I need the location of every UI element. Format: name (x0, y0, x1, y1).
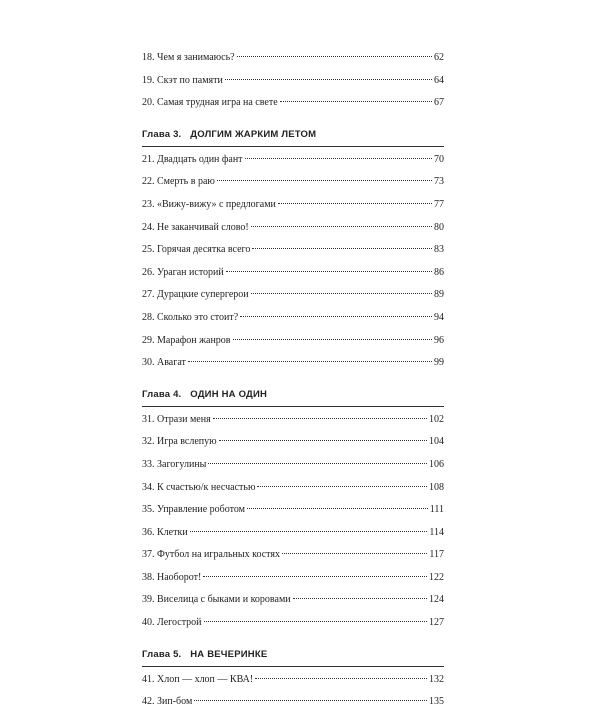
chapter-title: ДОЛГИМ ЖАРКИМ ЛЕТОМ (190, 128, 317, 140)
dot-leader (293, 598, 427, 599)
chapter-heading (142, 644, 444, 667)
entry-title: 19. Скэт по памяти (142, 74, 223, 86)
entry-title: 32. Игра вслепую (142, 436, 217, 448)
toc-entry (142, 454, 444, 477)
entry-page: 111 (429, 504, 444, 516)
dot-leader (278, 203, 432, 204)
entry-page: 114 (429, 526, 444, 538)
chapter-5 (142, 644, 444, 714)
chapter-4 (142, 384, 444, 635)
entry-title: 36. Клетки (142, 526, 188, 538)
entry-title: 33. Загогулины (142, 458, 207, 470)
dot-leader (237, 56, 432, 57)
entry-page: 67 (434, 97, 444, 109)
dot-leader (217, 180, 432, 181)
dot-leader (252, 248, 432, 249)
chapter-3 (142, 124, 444, 375)
dot-leader (219, 440, 427, 441)
dot-leader (213, 418, 427, 419)
dot-leader (233, 339, 432, 340)
toc-entry (142, 352, 444, 375)
table-of-contents (142, 47, 444, 714)
entry-title: 20. Самая трудная игра на свете (142, 97, 278, 109)
dot-leader (194, 700, 427, 701)
entry-title: 30. Авагат (142, 357, 186, 369)
toc-entry (142, 522, 444, 545)
entry-page: 70 (434, 153, 444, 165)
entry-title: 27. Дурацкие супергерои (142, 289, 249, 301)
dot-leader (226, 271, 432, 272)
toc-entry (142, 409, 444, 432)
entry-title: 35. Управление роботом (142, 504, 245, 516)
toc-entry (142, 217, 444, 240)
entry-page: 104 (429, 436, 444, 448)
entry-page: 77 (434, 198, 444, 210)
chapter-title: НА ВЕЧЕРИНКЕ (190, 648, 268, 660)
dot-leader (280, 101, 432, 102)
entry-page: 96 (434, 334, 444, 346)
dot-leader (245, 158, 432, 159)
chapter-title: ОДИН НА ОДИН (190, 388, 268, 400)
entry-title: 41. Хлоп — хлоп — КВА! (142, 673, 254, 685)
entry-page: 86 (434, 266, 444, 278)
entry-title: 18. Чем я занимаюсь? (142, 52, 235, 63)
toc-entry (142, 499, 444, 522)
entry-title: 39. Виселица с быками и коровами (142, 594, 291, 606)
entry-page: 64 (434, 74, 444, 86)
chapter-label: Глава 5. (142, 648, 182, 660)
entry-title: 31. Отрази меня (142, 413, 211, 425)
dot-leader (282, 553, 427, 554)
entry-page: 127 (429, 617, 444, 629)
entry-title: 25. Горячая десятка всего (142, 244, 251, 256)
entry-title: 40. Легострой (142, 617, 202, 629)
entry-title: 34. К счастью/к несчастью (142, 481, 256, 493)
entry-title: 21. Двадцать один фант (142, 153, 243, 165)
toc-entry (142, 612, 444, 635)
entry-title: 28. Сколько это стоит? (142, 311, 239, 323)
toc-entry (142, 431, 444, 454)
entry-page: 94 (434, 311, 444, 323)
entry-page: 73 (434, 176, 444, 188)
toc-entry (142, 239, 444, 262)
entry-title: 26. Ураган историй (142, 266, 224, 278)
toc-entry (142, 171, 444, 194)
chapter-label: Глава 4. (142, 388, 182, 400)
toc-entry (142, 284, 444, 307)
toc-entry (142, 691, 444, 714)
toc-entry (142, 70, 444, 93)
entry-page: 102 (429, 413, 444, 425)
dot-leader (208, 463, 427, 464)
toc-entry (142, 477, 444, 500)
dot-leader (240, 316, 432, 317)
dot-leader (257, 486, 427, 487)
entry-page: 106 (429, 458, 444, 470)
dot-leader (255, 678, 427, 679)
chapter-heading (142, 384, 444, 407)
entry-title: 24. Не заканчивай слово! (142, 221, 249, 233)
entry-title: 29. Марафон жанров (142, 334, 231, 346)
dot-leader (188, 361, 432, 362)
entry-page: 89 (434, 289, 444, 301)
entry-title: 23. «Вижу-вижу» с предлогами (142, 198, 276, 210)
dot-leader (190, 531, 428, 532)
toc-entry (142, 669, 444, 692)
dot-leader (203, 576, 427, 577)
chapter-heading (142, 124, 444, 147)
dot-leader (204, 621, 427, 622)
toc-entry (142, 92, 444, 115)
dot-leader (251, 226, 432, 227)
toc-entry (142, 194, 444, 217)
entry-page: 117 (429, 549, 444, 561)
entry-title: 22. Смерть в раю (142, 176, 215, 188)
entry-page: 99 (434, 357, 444, 369)
toc-entry (142, 567, 444, 590)
entry-page: 122 (429, 571, 444, 583)
entry-page: 108 (429, 481, 444, 493)
toc-entry (142, 544, 444, 567)
entry-title: 38. Наоборот! (142, 571, 202, 583)
toc-entry (142, 330, 444, 353)
toc-entry (142, 149, 444, 172)
entry-title: 42. Зип-бом (142, 696, 193, 708)
toc-entry (142, 307, 444, 330)
chapter-label: Глава 3. (142, 128, 182, 140)
toc-entry (142, 262, 444, 285)
dot-leader (251, 293, 432, 294)
entry-title: 37. Футбол на игральных костях (142, 549, 280, 561)
toc-entry (142, 47, 444, 70)
toc-entry (142, 589, 444, 612)
entry-page: 62 (434, 52, 444, 63)
entry-page: 83 (434, 244, 444, 256)
intro-entries (142, 47, 444, 115)
dot-leader (225, 79, 432, 80)
dot-leader (247, 508, 428, 509)
entry-page: 124 (429, 594, 444, 606)
entry-page: 132 (429, 673, 444, 685)
entry-page: 135 (429, 696, 444, 708)
entry-page: 80 (434, 221, 444, 233)
